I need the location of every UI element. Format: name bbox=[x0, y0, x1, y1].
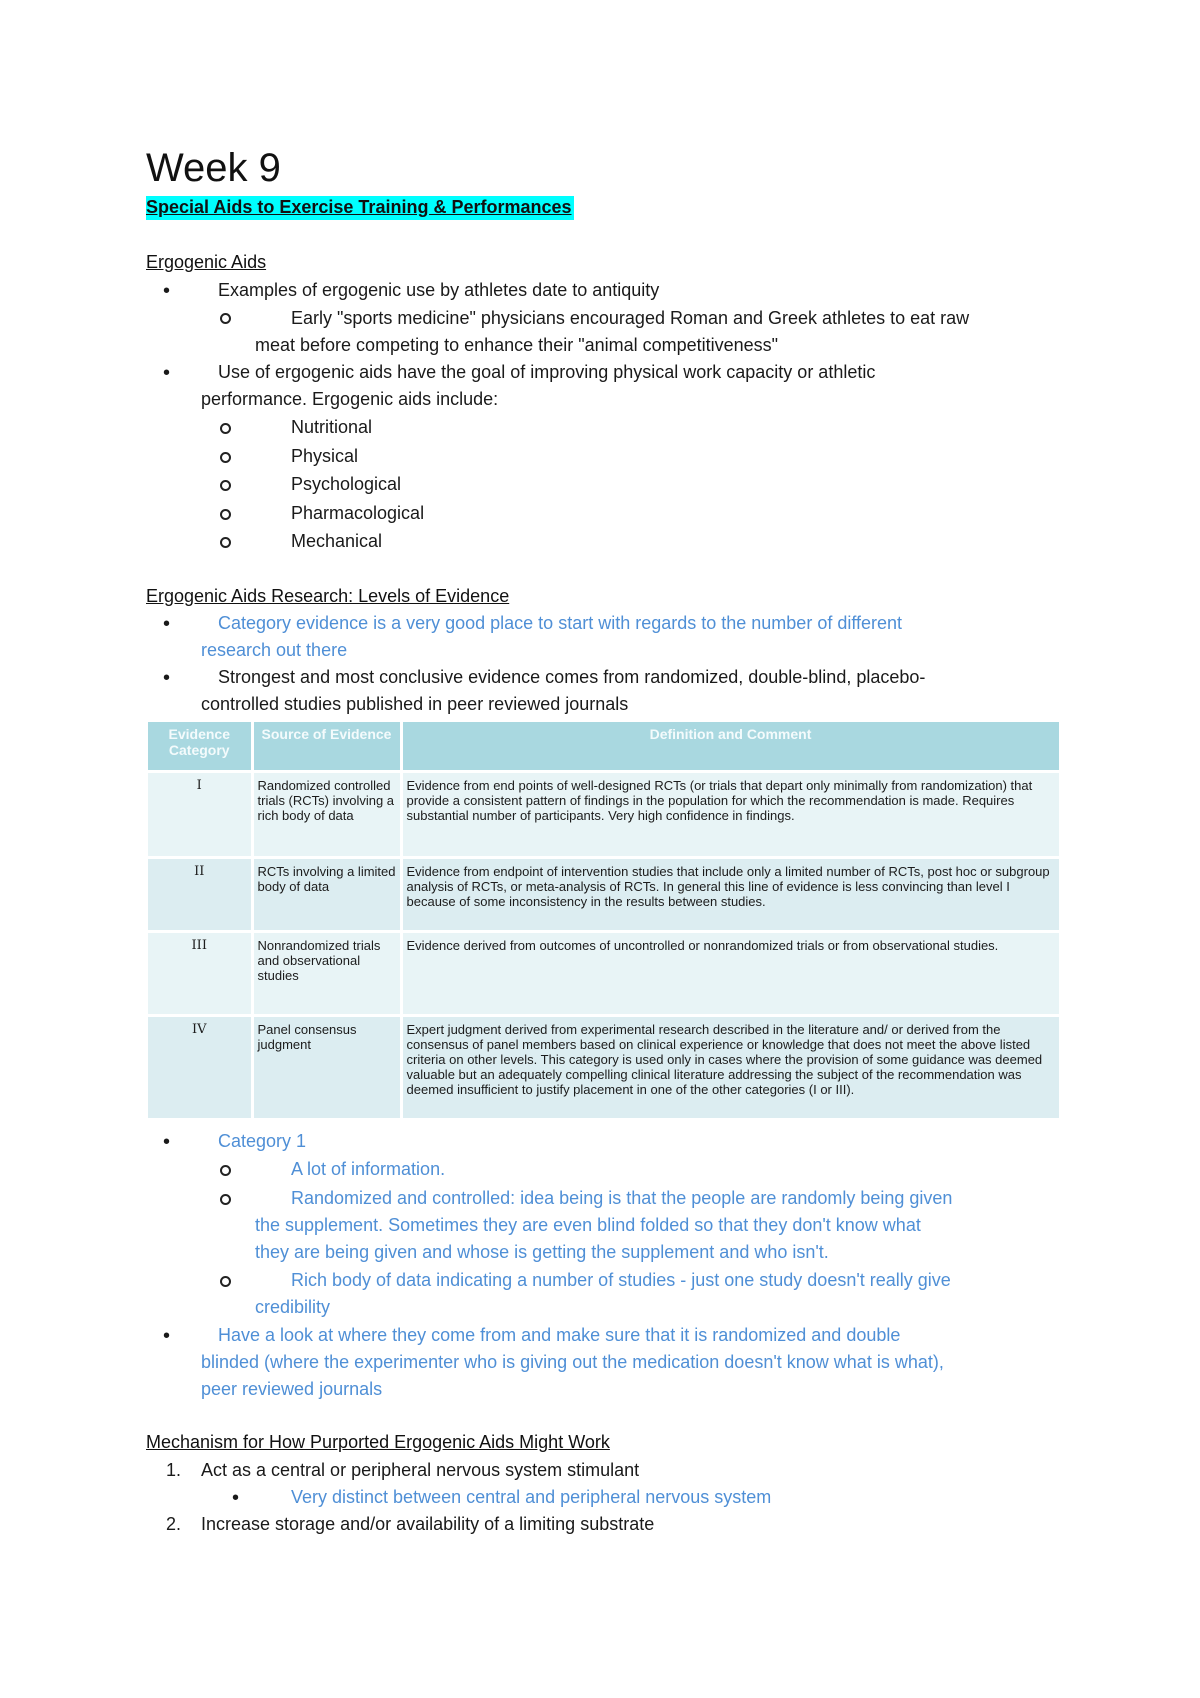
evidence-table bbox=[148, 722, 1062, 1118]
column-header-source: Source of Evidence bbox=[252, 722, 401, 772]
list-item: A lot of information. bbox=[291, 1159, 446, 1179]
sub-bullet-circle bbox=[220, 480, 231, 491]
list-item-type: Physical bbox=[291, 446, 359, 466]
page-subtitle: Special Aids to Exercise Training & Performances bbox=[146, 196, 574, 220]
section-heading-mechanism: Mechanism for How Purported Ergogenic Aids Might Work bbox=[146, 1432, 610, 1452]
sub-bullet-circle bbox=[220, 423, 231, 434]
sub-bullet-circle bbox=[220, 1194, 231, 1205]
list-item: Very distinct between central and peripheral nervous system bbox=[291, 1487, 772, 1507]
list-item-continued: meat before competing to enhance their "animal competitiveness" bbox=[255, 335, 779, 355]
column-header-category: Evidence Category bbox=[148, 722, 252, 772]
list-item-type: Psychological bbox=[291, 474, 402, 494]
sub-bullet-circle bbox=[220, 1276, 231, 1287]
list-item: Use of ergogenic aids have the goal of improving physical work capacity or athletic bbox=[218, 362, 876, 382]
table-row bbox=[148, 1016, 1060, 1118]
evidence-category-cell: I bbox=[148, 772, 252, 858]
bullet-dot: • bbox=[163, 667, 171, 689]
bullet-dot: • bbox=[163, 280, 171, 302]
sub-bullet-circle bbox=[220, 1165, 231, 1176]
list-item: Randomized and controlled: idea being is that the people are randomly being given bbox=[291, 1188, 953, 1208]
table-row bbox=[148, 858, 1060, 932]
list-item-type: Nutritional bbox=[291, 417, 373, 437]
numbered-item: Increase storage and/or availability of a limiting substrate bbox=[201, 1514, 655, 1534]
list-item-continued: they are being given and whose is getting the supplement and who isn't. bbox=[255, 1242, 829, 1262]
bullet-dot: • bbox=[163, 362, 171, 384]
evidence-source-cell: RCTs involving a limited body of data bbox=[252, 858, 401, 932]
list-item: Category evidence is a very good place to start with regards to the number of different bbox=[218, 613, 903, 633]
evidence-definition-cell: Evidence from end points of well-designed RCTs (or trials that depart only minimally from randomization) that provide a consistent pattern of findings in the population for which the recommendation is made. Requires substantial number of participants. Very high confidence in findings. bbox=[401, 772, 1060, 858]
list-item-continued: credibility bbox=[255, 1297, 331, 1317]
section-heading-ergogenic-aids: Ergogenic Aids bbox=[146, 252, 267, 272]
evidence-category-cell: II bbox=[148, 858, 252, 932]
list-item-continued: research out there bbox=[201, 640, 348, 660]
page-title: Week 9 bbox=[146, 146, 281, 190]
sub-bullet-circle bbox=[220, 509, 231, 520]
column-header-definition: Definition and Comment bbox=[401, 722, 1060, 772]
list-number: 2. bbox=[166, 1514, 182, 1534]
list-item: Examples of ergogenic use by athletes date to antiquity bbox=[218, 280, 660, 300]
bullet-dot: • bbox=[232, 1487, 240, 1509]
evidence-source-cell: Panel consensus judgment bbox=[252, 1016, 401, 1118]
table-header-row bbox=[148, 722, 1060, 772]
sub-bullet-circle bbox=[220, 537, 231, 548]
evidence-definition-cell: Evidence derived from outcomes of uncontrolled or nonrandomized trials or from observational studies. bbox=[401, 932, 1060, 1016]
list-item-continued: peer reviewed journals bbox=[201, 1379, 383, 1399]
bullet-dot: • bbox=[163, 1131, 171, 1153]
section-heading-levels-of-evidence: Ergogenic Aids Research: Levels of Evidence bbox=[146, 586, 510, 606]
list-item-continued: controlled studies published in peer reviewed journals bbox=[201, 694, 629, 714]
list-item-continued: performance. Ergogenic aids include: bbox=[201, 389, 499, 409]
table-row bbox=[148, 772, 1060, 858]
evidence-source-cell: Randomized controlled trials (RCTs) involving a rich body of data bbox=[252, 772, 401, 858]
list-number: 1. bbox=[166, 1460, 182, 1480]
list-item: Rich body of data indicating a number of studies - just one study doesn't really give bbox=[291, 1270, 951, 1290]
table-row bbox=[148, 932, 1060, 1016]
evidence-category-cell: III bbox=[148, 932, 252, 1016]
numbered-item: Act as a central or peripheral nervous system stimulant bbox=[201, 1460, 640, 1480]
list-item: Strongest and most conclusive evidence comes from randomized, double-blind, placebo- bbox=[218, 667, 926, 687]
bullet-dot: • bbox=[163, 613, 171, 635]
bullet-dot: • bbox=[163, 1325, 171, 1347]
evidence-category-cell: IV bbox=[148, 1016, 252, 1118]
list-item-type: Pharmacological bbox=[291, 503, 425, 523]
sub-bullet-circle bbox=[220, 313, 231, 324]
list-item-continued: blinded (where the experimenter who is giving out the medication doesn't know what is what), bbox=[201, 1352, 944, 1372]
list-item: Early "sports medicine" physicians encouraged Roman and Greek athletes to eat raw bbox=[291, 308, 970, 328]
evidence-definition-cell: Evidence from endpoint of intervention studies that include only a limited number of RCTs, post hoc or subgroup analysis of RCTs, or meta-analysis of RCTs. In general this line of evidence is less convincing than level I because of some inconsistency in the results between studies. bbox=[401, 858, 1060, 932]
list-item: Category 1 bbox=[218, 1131, 307, 1151]
list-item-type: Mechanical bbox=[291, 531, 383, 551]
list-item-continued: the supplement. Sometimes they are even blind folded so that they don't know what bbox=[255, 1215, 921, 1235]
evidence-definition-cell: Expert judgment derived from experimental research described in the literature and/ or derived from the consensus of panel members based on clinical experience or knowledge that does not meet the above listed criteria on other levels. This category is used only in cases where the provision of some guidance was deemed valuable but an adequately compelling clinical literature addressing the subject of the recommendation was deemed insufficient to justify placement in one of the other categories (I or III). bbox=[401, 1016, 1060, 1118]
sub-bullet-circle bbox=[220, 452, 231, 463]
list-item: Have a look at where they come from and make sure that it is randomized and double bbox=[218, 1325, 901, 1345]
evidence-source-cell: Nonrandomized trials and observational studies bbox=[252, 932, 401, 1016]
